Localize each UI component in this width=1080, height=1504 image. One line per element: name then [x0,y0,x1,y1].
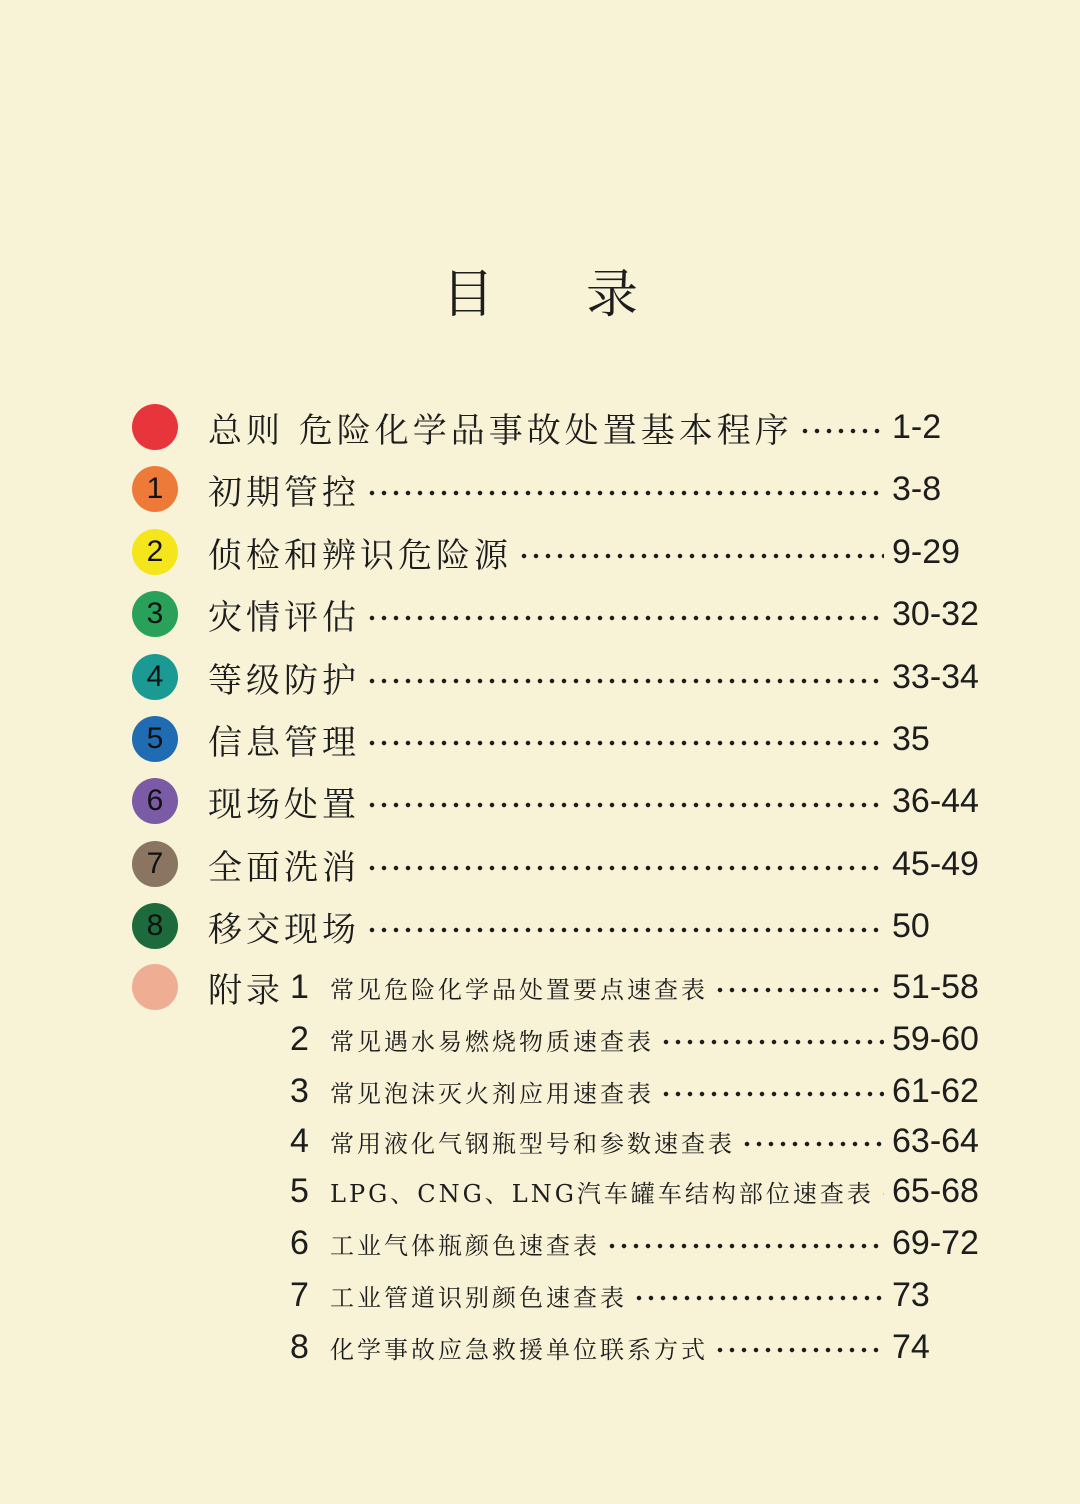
toc-entry-general[interactable] [132,402,992,452]
appendix-entry-4[interactable] [290,1119,992,1163]
appendix-label: 常见遇水易燃烧物质速查表 [330,1027,654,1056]
section-marker-5: 5 [132,716,178,762]
entry-pages: 35 [892,719,930,758]
section-marker-7: 7 [132,841,178,887]
appendix-pages: 59-60 [892,1019,979,1058]
entry-label: 全面洗消 [208,847,360,888]
entry-label: 现场处置 [208,784,360,825]
appendix-number: 2 [290,1019,309,1058]
entry-label: 等级防护 [208,660,360,701]
section-marker-4: 4 [132,654,178,700]
appendix-number: 6 [290,1223,309,1262]
appendix-heading [132,962,284,1012]
entry-pages: 9-29 [892,532,961,571]
appendix-pages: 74 [892,1327,930,1366]
entry-pages: 36-44 [892,781,979,820]
dot-leader [366,865,884,871]
dot-leader [366,802,884,808]
appendix-entry-2[interactable] [290,1017,992,1061]
dot-leader [366,490,884,496]
toc-entry-1[interactable] [132,464,992,514]
appendix-marker [132,964,178,1010]
appendix-number: 3 [290,1071,309,1110]
entry-label: 移交现场 [208,909,360,950]
appendix-label: 工业管道识别颜色速查表 [330,1283,627,1312]
section-marker-8: 8 [132,903,178,949]
entry-pages: 45-49 [892,844,979,883]
appendix-title: 附录 [208,970,284,1011]
appendix-pages: 51-58 [892,967,979,1006]
appendix-entry-8[interactable] [290,1325,992,1369]
entry-label: 信息管理 [208,722,360,763]
dot-leader [606,1243,884,1249]
appendix-label: 化学事故应急救援单位联系方式 [330,1335,708,1364]
appendix-number: 1 [290,967,309,1006]
dot-leader [741,1141,884,1147]
toc-entry-3[interactable] [132,589,992,639]
dot-leader [366,740,884,746]
appendix-number: 8 [290,1327,309,1366]
toc-entry-5[interactable] [132,714,992,764]
dot-leader [633,1295,884,1301]
dot-leader [880,1191,884,1197]
entry-pages: 30-32 [892,594,979,633]
appendix-label: LPG、CNG、LNG汽车罐车结构部位速查表 [330,1179,874,1208]
entry-label: 总则 危险化学品事故处置基本程序 [208,410,793,451]
appendix-label: 常见泡沫灭火剂应用速查表 [330,1079,654,1108]
toc-entry-4[interactable] [132,652,992,702]
toc-entry-8[interactable] [132,901,992,951]
section-marker-6: 6 [132,778,178,824]
toc-entry-7[interactable] [132,839,992,889]
appendix-entry-6[interactable] [290,1221,992,1265]
section-marker-1: 1 [132,466,178,512]
appendix-number: 7 [290,1275,309,1314]
entry-pages: 33-34 [892,657,979,696]
dot-leader [366,615,884,621]
entry-pages: 1-2 [892,407,942,446]
dot-leader [366,927,884,933]
appendix-pages: 65-68 [892,1171,979,1210]
entry-pages: 3-8 [892,469,942,508]
toc-entry-2[interactable] [132,527,992,577]
dot-leader [518,553,884,559]
appendix-entry-1[interactable] [290,965,992,1009]
dot-leader [366,678,884,684]
appendix-entry-3[interactable] [290,1069,992,1113]
dot-leader [660,1039,884,1045]
dot-leader [714,1347,884,1353]
entry-label: 初期管控 [208,472,360,513]
entry-pages: 50 [892,906,930,945]
toc-entry-6[interactable] [132,776,992,826]
appendix-number: 4 [290,1121,309,1160]
appendix-label: 工业气体瓶颜色速查表 [330,1231,600,1260]
title-char-2: 录 [586,265,639,325]
dot-leader [799,428,884,434]
appendix-pages: 69-72 [892,1223,979,1262]
entry-label: 灾情评估 [208,597,360,638]
appendix-entry-5[interactable] [290,1169,992,1213]
entry-label: 侦检和辨识危险源 [208,535,512,576]
appendix-pages: 61-62 [892,1071,979,1110]
appendix-entry-7[interactable] [290,1273,992,1317]
appendix-pages: 73 [892,1275,930,1314]
title-char-1: 目 [441,265,494,325]
appendix-number: 5 [290,1171,309,1210]
dot-leader [714,987,884,993]
appendix-label: 常用液化气钢瓶型号和参数速查表 [330,1129,735,1158]
section-marker-2: 2 [132,529,178,575]
dot-leader [660,1091,884,1097]
appendix-label: 常见危险化学品处置要点速查表 [330,975,708,1004]
section-marker-general [132,404,178,450]
section-marker-3: 3 [132,591,178,637]
appendix-pages: 63-64 [892,1121,979,1160]
